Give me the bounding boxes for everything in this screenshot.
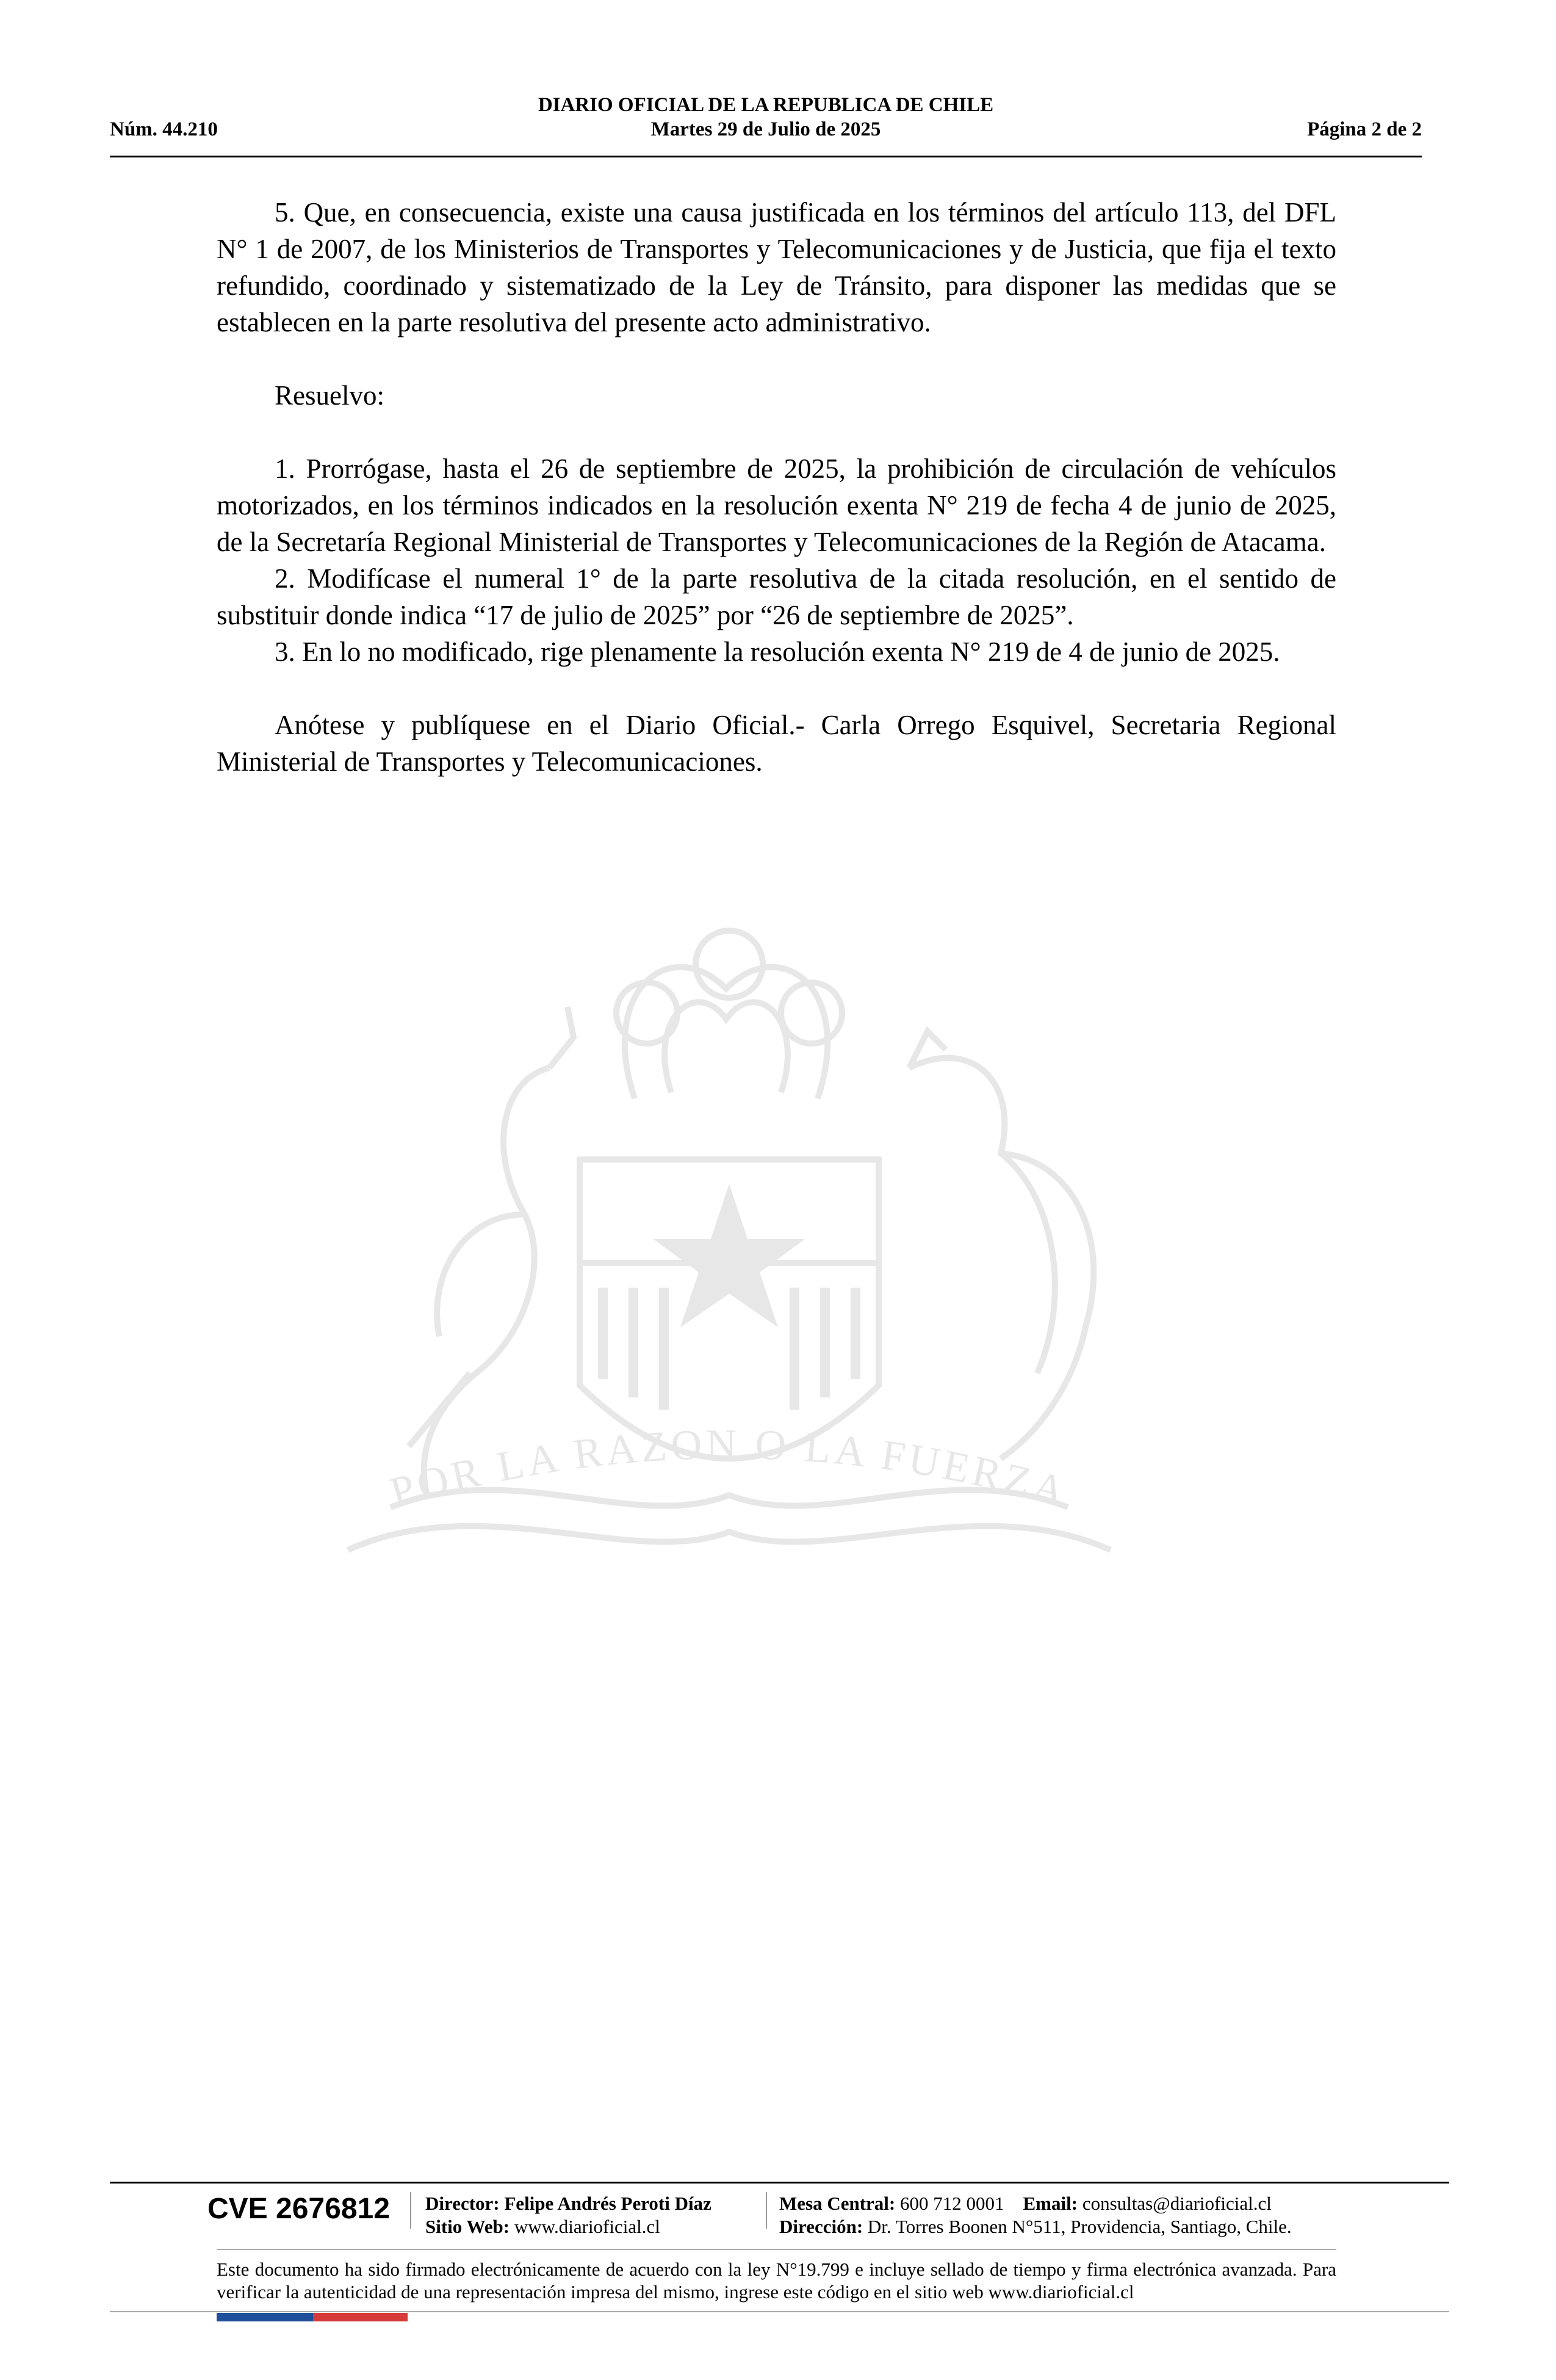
page-header bbox=[110, 92, 1422, 145]
legal-notice: Este documento ha sido firmado electrónicamente de acuerdo con la ley N°19.799 e incluye sellado de tiempo y firma electrónica avanzada. Para verificar la autenticidad de una representación impresa del mismo, ingrese este código en el sitio web www.diarioficial.cl bbox=[217, 2259, 1336, 2302]
watermark-motto: POR LA RAZON O LA FUERZA bbox=[384, 1421, 1073, 1517]
footer-contact-block bbox=[779, 2192, 1292, 2238]
footer-separator bbox=[766, 2192, 767, 2229]
flag-stripe-blue bbox=[217, 2313, 313, 2321]
email-label: Email: bbox=[1023, 2193, 1078, 2214]
paragraph-considerando-5: 5. Que, en consecuencia, existe una causa justificada en los términos del artículo 113, del DFL N° 1 de 2007, de los Ministerios de Transportes y Telecomunicaciones y de Justicia, que fija el texto refundido, coordinado y sistematizado de la Ley de Tránsito, para disponer las medidas que se establecen en la parte resolutiva del presente acto administrativo. bbox=[217, 197, 1336, 337]
footer-thin-divider bbox=[217, 2249, 1336, 2250]
issue-date: Martes 29 de Julio de 2025 bbox=[650, 118, 881, 140]
footer-director-block bbox=[425, 2192, 711, 2238]
page-number: Página 2 de 2 bbox=[1307, 118, 1422, 140]
document-body bbox=[217, 194, 1336, 780]
mesa-label: Mesa Central: bbox=[779, 2193, 896, 2214]
address-label: Dirección: bbox=[779, 2216, 863, 2237]
web-link[interactable]: www.diarioficial.cl bbox=[514, 2216, 660, 2237]
svg-text:POR LA RAZON O LA FUERZA bbox=[385, 1421, 1073, 1516]
resolution-item-3: 3. En lo no modificado, rige plenamente la resolución exenta N° 219 de 4 de junio de 2025. bbox=[275, 636, 1280, 667]
director-label: Director: bbox=[425, 2193, 500, 2214]
resuelvo-heading: Resuelvo: bbox=[275, 380, 384, 411]
resolution-item-2: 2. Modifícase el numeral 1° de la parte resolutiva de la citada resolución, en el sentido de substituir donde indica “17 de julio de 2025” por “26 de septiembre de 2025”. bbox=[217, 563, 1336, 630]
address-value: Dr. Torres Boonen N°511, Providencia, Santiago, Chile. bbox=[867, 2216, 1292, 2237]
footer-divider bbox=[110, 2182, 1449, 2183]
issue-number: Núm. 44.210 bbox=[110, 118, 218, 140]
closing-signature: Anótese y publíquese en el Diario Oficial.- Carla Orrego Esquivel, Secretaria Regional Ministerial de Transportes y Telecomunicaciones. bbox=[217, 710, 1336, 777]
cve-code: CVE 2676812 bbox=[207, 2193, 390, 2225]
mesa-phone: 600 712 0001 bbox=[900, 2193, 1004, 2214]
header-divider bbox=[110, 156, 1422, 157]
newspaper-title: DIARIO OFICIAL DE LA REPUBLICA DE CHILE bbox=[538, 94, 994, 116]
footer-separator bbox=[410, 2192, 411, 2229]
email-link[interactable]: consultas@diarioficial.cl bbox=[1082, 2193, 1272, 2214]
coat-of-arms-icon bbox=[207, 897, 1251, 1672]
resolution-item-1: 1. Prorrógase, hasta el 26 de septiembre de 2025, la prohibición de circulación de vehículos motorizados, en los términos indicados en la resolución exenta N° 219 de fecha 4 de junio de 2025, de la Secretaría Regional Ministerial de Transportes y Telecomunicaciones de la Región de Atacama. bbox=[217, 453, 1336, 557]
bottom-divider bbox=[110, 2311, 1449, 2312]
flag-stripe-red bbox=[313, 2313, 408, 2321]
director-name: Felipe Andrés Peroti Díaz bbox=[504, 2193, 711, 2214]
web-label: Sitio Web: bbox=[425, 2216, 510, 2237]
